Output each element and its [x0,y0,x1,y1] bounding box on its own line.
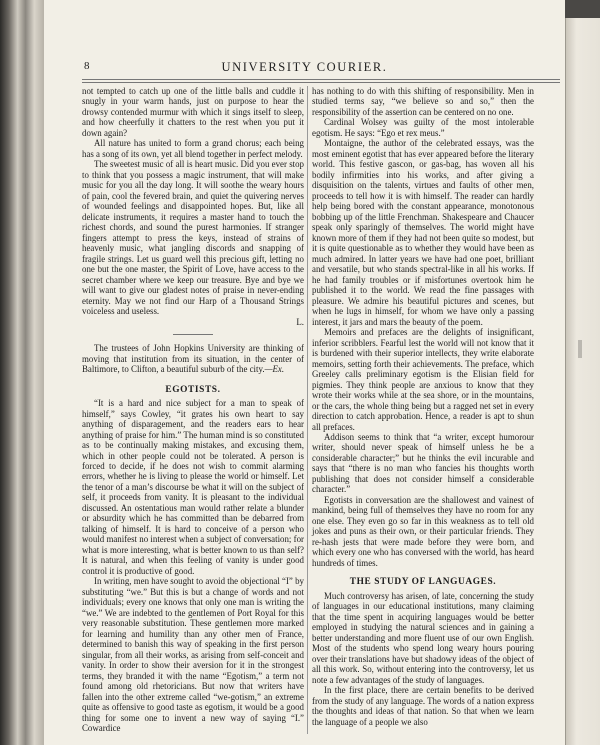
languages-heading: THE STUDY OF LANGUAGES. [349,577,497,588]
column-divider [307,86,308,734]
paragraph: Cardinal Wolsey was guilty of the most intolerable egotism. He says: “Ego et rex meus.” [312,117,534,138]
header-rule [82,79,560,83]
right-column [312,86,534,727]
paragraph: Memoirs and prefaces are the delights of insignificant, inferior scribblers. Fearful lest the world will not know that it is burdened with their superior intellects, they write elaborate memoirs, setting forth their achievements. The preface, which Greeley calls preliminary egotism is the Elisian field for pigmies. They think people are anxious to know that they wrote their works while at the sea shore, or in the mountains, or the cars, the whole thing being but a ragged net set in every direction to catch approbation. Hence, a reader is apt to shun all prefaces. [312,327,534,432]
paragraph: Much controversy has arisen, of late, concerning the study of languages in our educational institutions, many claiming that the time spent in acquiring languages would be better employed in studying the natural sciences and in gaining a better understanding and more fluent use of our own English. Most of the students who spend long weary hours pouring over their translations have but shadowy ideas of the object of all this work. So, without entering into the controversy, let us note a few advantages of the study of languages. [312,590,534,685]
news-note [82,343,304,374]
paragraph: In the first place, there are certain benefits to be derived from the study of any language. The words of a nation express the thoughts and ideas of that nation. So that when we learn the language of a people we also [312,685,534,727]
news-note-source: —Ex. [264,364,285,375]
facing-page-edge [565,18,600,745]
paragraph: not tempted to catch up one of the little balls and cuddle it snugly in your warm hands, just on purpose to hear the drowsy contended murmur with which it sings itself to sleep, and how cheerfully it chatters to the rest when you put it down again? [82,86,304,138]
signature: L. [296,316,304,327]
running-header [44,60,565,76]
paragraph: In writing, men have sought to avoid the objectional “I” by substituting “we.” But this is but a change of words and not individuals; every one knows that only one man is writing the “we.” We are indebted to the gentlemen of Port Royal for this very reasonable substitution. These gentlemen more marked for learning and humility than any other men of France, determined to banish this way of speaking in the first person singular, from all their works, as arising from self-conceit and vanity. In order to show their aversion for it in the strongest terms, they branded it with the name “Egotism,” a term not found among old rhetoricians. But now that writers have fallen into the other extreme called “we-gotism,” an extreme quite as offensive to good taste as egotism, it would be a good thing for some one to invent a new way of saying “I.” Cowardice [82,576,304,734]
page-mark [578,340,582,358]
book-binding [0,0,44,745]
paragraph: All nature has united to form a grand chorus; each being has a song of its own, yet all blend together in perfect melody. [82,138,304,159]
egotists-heading: EGOTISTS. [165,384,221,395]
paragraph: The sweetest music of all is heart music. Did you ever stop to think that you possess a magic instrument, that will make music for you all the day long. It will soothe the weary hours of pain, cool the fevered brain, and quiet the quivering nerves of wounded feelings and disappointed hopes. But, like all delicate instruments, it requires a master hand to touch the richest chords, and sound the purest harmonies. If stranger fingers attempt to press the keys, instead of strains of heavenly music, what jangling discords and snapping of fragile strings. Let us guard well this precious gift, letting no one but the one master, the Spirit of Love, have access to the secret chamber where we keep our treasure. Bye and bye we will want to give our gladest notes of praise in never-ending eternity. May we not find our Harp of a Thousand Strings voiceless and useless. [82,159,304,317]
paragraph: Montaigne, the author of the celebrated essays, was the most eminent egotist that has ever appeared before the literary world. This festive gascon, or gas-bag, has woven all his bodily infirmities into his works, and after giving a disquisition on the talents, virtues and faults of other men, proceeds to tell how it is with himself. The reader can hardly help being bored with the constant appearance, monotonous bobbing up of the little Frenchman. Shakespeare and Chaucer speak only sparingly of themselves. The world might have known more of them if they had not been quite so modest, but it is quite questionable as to whether they would have been as much admired. In latter years we have had one poet, brilliant and versatile, but who stands spectral-like in all his works. If he had family troubles or if misfortunes overtook him he published it to the world. We read the fine passages with pleasure. We admire his beautiful pictures and scenes, but when he lugs in himself, for whom we have only a passing interest, it jars and mars the beauty of the poem. [312,138,534,327]
news-note-text: The trustees of John Hopkins University are thinking of moving that institution from its situation, in the center of Baltimore, to Clifton, a beautiful suburb of the city. [82,343,304,375]
paragraph: “It is a hard and nice subject for a man to speak of himself,” says Cowley, “it grates his own heart to say anything of disparagement, and the readers ears to hear anything of praise for him.” The human mind is so constituted as to be continually making mistakes, and excusing them, which in other people could not be tolerated. A person is forced to decide, if he does not wish to commit alarming errors, whether he is living to please the world or himself. Let the tenor of a man’s discourse be what it will on the subject of self, it proceeds from vanity. It is pleasant to the individual discussed. An ostentatious man would rather relate a blunder or absurdity which he has committed than be debarred from talking of himself. It is hard to conceive of a person who would manifest no interest when a subject of conversation; for what is more interesting, what is better known to us than self? It is natural, and when this feeling of vanity is under good control it is productive of good. [82,398,304,576]
paragraph: Egotists in conversation are the shallowest and vainest of mankind, being full of themselves they have no room for any one else. They even go so far in this weakness as to tell old jokes and puns as their own, or their particular friends. They re-hash jests that were made before they were born, and which every one who has conversed with the world, has heard hundreds of times. [312,494,534,568]
section-divider [173,334,213,335]
page-number: 8 [84,60,90,72]
journal-title: UNIVERSITY COURIER. [221,60,388,74]
left-column [82,86,304,734]
paragraph: Addison seems to think that “a writer, except humorour writer, should never speak of himself unless he be a considerable character;” but he thinks the evil incurable and says that “there is no man who fancies his thoughts worth publishing that does not consider himself a considerable character.” [312,431,534,495]
paragraph: has nothing to do with this shifting of responsibility. Men in studied terms say, “we believe so and so,” then the responsibility of the assertion can be centered on no one. [312,86,534,117]
